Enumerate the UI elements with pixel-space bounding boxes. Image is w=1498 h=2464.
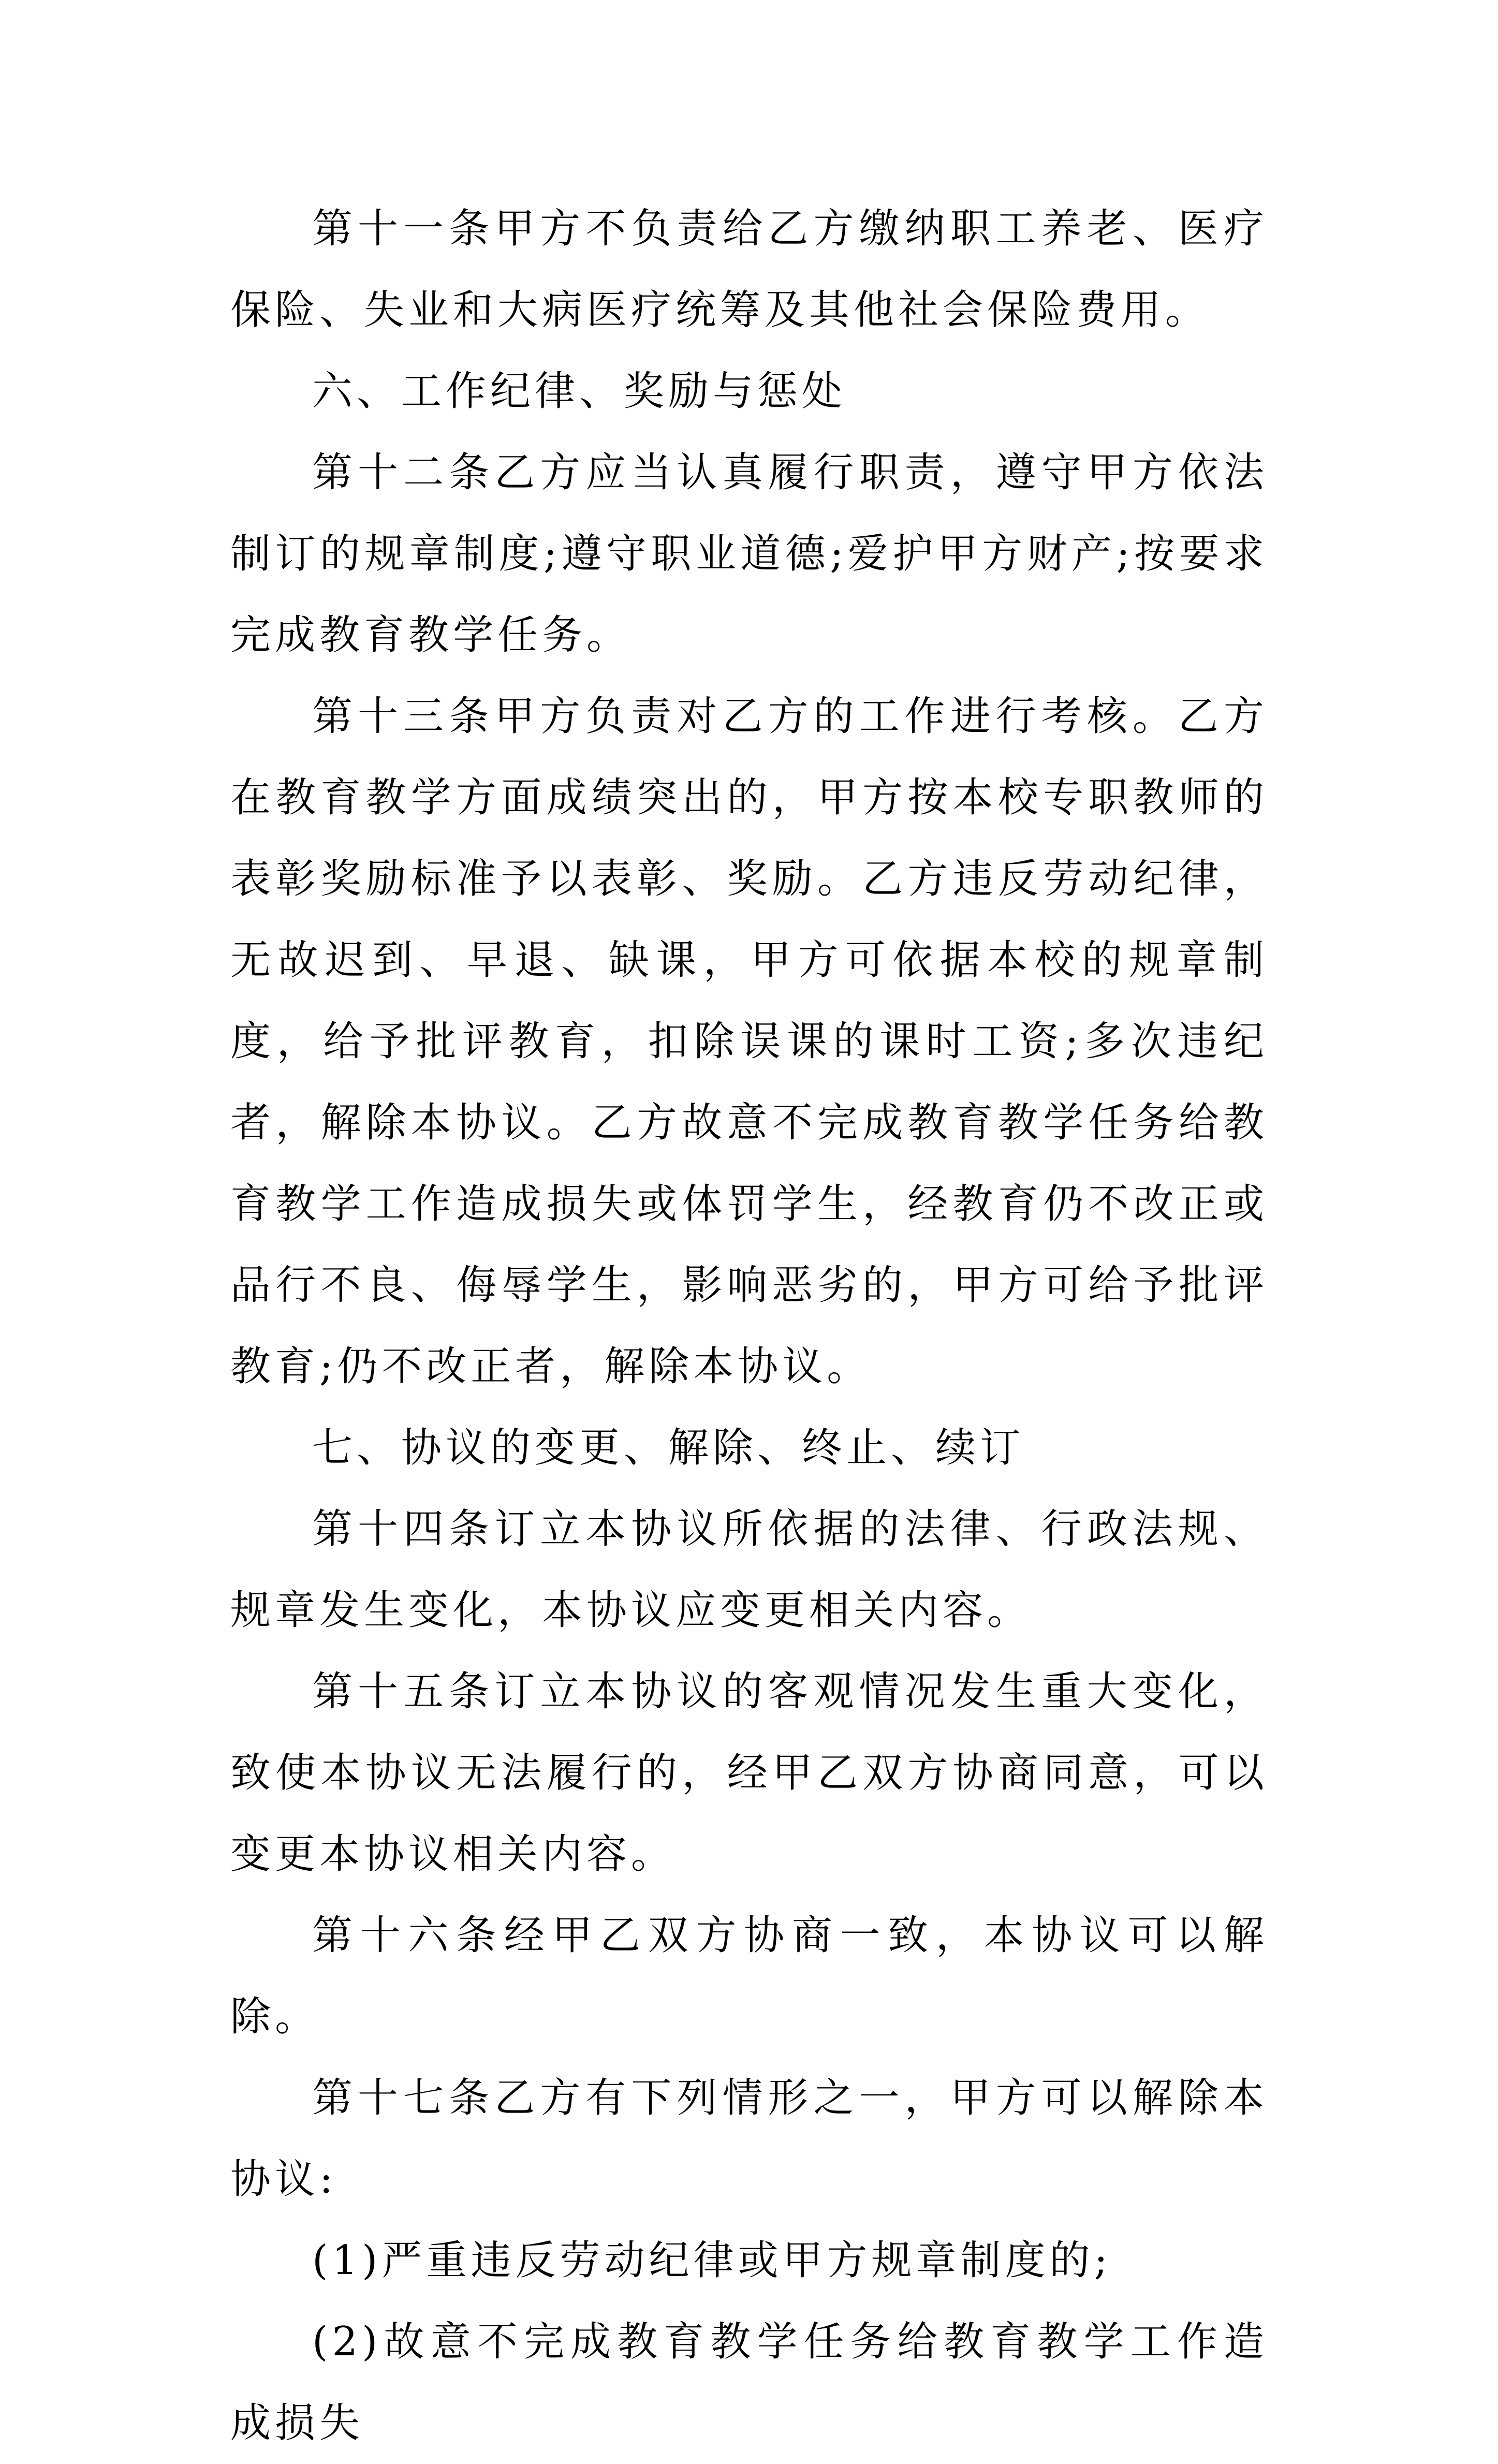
paragraph-article-11: 第十一条甲方不负责给乙方缴纳职工养老、医疗保险、失业和大病医疗统筹及其他社会保险费用。 [230, 206, 1268, 333]
paragraph-article-13: 第十三条甲方负责对乙方的工作进行考核。乙方在教育教学方面成绩突出的，甲方按本校专职教师的表彰奖励标准予以表彰、奖励。乙方违反劳动纪律，无故迟到、早退、缺课，甲方可依据本校的规章制度，给予批评教育，扣除误课的课时工资;多次违纪者，解除本协议。乙方故意不完成教育教学任务给教育教学工作造成损失或体罚学生，经教育仍不改正或品行不良、侮辱学生，影响恶劣的，甲方可给予批评教育;仍不改正者，解除本协议。 [230, 693, 1268, 1390]
section-heading-discipline: 六、工作纪律、奖励与惩处 [312, 368, 847, 415]
paragraph-article-15: 第十五条订立本协议的客观情况发生重大变化，致使本协议无法履行的，经甲乙双方协商同意，可以变更本协议相关内容。 [230, 1668, 1268, 1878]
section-heading-agreement-changes: 七、协议的变更、解除、终止、续订 [312, 1425, 1025, 1471]
paragraph-article-12: 第十二条乙方应当认真履行职责，遵守甲方依法制订的规章制度;遵守职业道德;爱护甲方财产;按要求完成教育教学任务。 [230, 449, 1268, 658]
paragraph-article-16: 第十六条经甲乙双方协商一致，本协议可以解除。 [230, 1912, 1268, 2040]
document-body [230, 188, 1268, 2464]
list-item-2: (2)故意不完成教育教学任务给教育教学工作造成损失 [230, 2319, 1268, 2446]
paragraph-article-14: 第十四条订立本协议所依据的法律、行政法规、规章发生变化，本协议应变更相关内容。 [230, 1506, 1268, 1634]
list-item-1: (1)严重违反劳动纪律或甲方规章制度的; [312, 2237, 1112, 2284]
paragraph-article-17: 第十七条乙方有下列情形之一，甲方可以解除本协议: [230, 2075, 1268, 2203]
